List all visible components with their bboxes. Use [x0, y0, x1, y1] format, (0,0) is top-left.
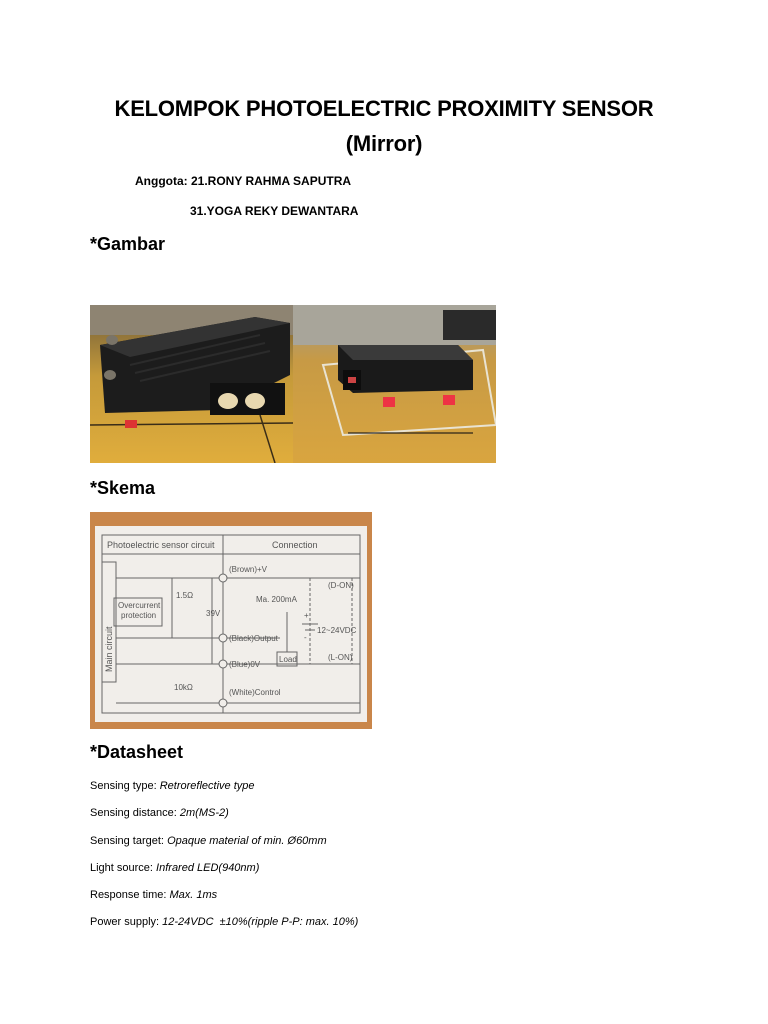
schema-black: (Black)Output [229, 634, 278, 643]
schema-r2: 10kΩ [174, 683, 193, 692]
schema-main-circuit: Main circuit [104, 626, 114, 672]
spec-value: 12-24VDC ±10%(ripple P-P: max. 10%) [162, 916, 359, 928]
spec-sensing-distance [90, 807, 229, 819]
members-label: Anggota: [135, 174, 188, 188]
spec-sensing-type [90, 780, 254, 792]
spec-label: Light source: [90, 862, 153, 874]
schema-header-left: Photoelectric sensor circuit [107, 540, 215, 550]
spec-value: Opaque material of min. Ø60mm [167, 835, 327, 847]
sensor-photo-front [90, 305, 293, 463]
member-2: 31.YOGA REKY DEWANTARA [190, 204, 359, 218]
schema-brown: (Brown)+V [229, 565, 268, 574]
schema-lon: (L-ON) [328, 653, 353, 662]
schema-minus: - [304, 633, 307, 642]
schema-overcurrent-2: protection [121, 611, 157, 620]
schema-supply: 12~24VDC [317, 626, 357, 635]
spec-label: Response time: [90, 889, 167, 901]
schema-overcurrent-1: Overcurrent [118, 601, 161, 610]
section-datasheet-heading: *Datasheet [90, 742, 184, 762]
spec-label: Sensing distance: [90, 807, 177, 819]
schema-r1: 1.5Ω [176, 591, 194, 600]
section-skema-heading: *Skema [90, 478, 156, 498]
schema-zener: 39V [206, 609, 221, 618]
document-title-line2: (Mirror) [345, 131, 423, 156]
spec-label: Sensing target: [90, 835, 164, 847]
schema-load: Load [279, 655, 297, 664]
schema-plus: + [304, 611, 309, 620]
schema-blue: (Blue)0V [229, 660, 261, 669]
members-line1 [135, 174, 351, 188]
spec-label: Power supply: [90, 916, 160, 928]
schema-max-current: Ma. 200mA [256, 595, 297, 604]
section-gambar-heading: *Gambar [90, 234, 166, 254]
schema-white: (White)Control [229, 688, 281, 697]
spec-response-time [90, 889, 217, 901]
circuit-schematic-image [90, 512, 372, 729]
sensor-photo-side [293, 305, 496, 463]
document-title-line1: KELOMPOK PHOTOELECTRIC PROXIMITY SENSOR [114, 96, 654, 121]
spec-value: Retroreflective type [159, 780, 255, 792]
schema-don: (D-ON) [328, 581, 354, 590]
spec-value: Max. 1ms [169, 889, 218, 901]
spec-label: Sensing type: [90, 780, 157, 792]
spec-value: Infrared LED(940nm) [156, 862, 260, 874]
spec-value: 2m(MS-2) [179, 807, 229, 819]
spec-light-source [90, 862, 259, 874]
member-1: 21.RONY RAHMA SAPUTRA [191, 174, 352, 188]
spec-sensing-target [90, 835, 327, 847]
spec-power-supply [90, 916, 358, 928]
schema-header-right: Connection [272, 540, 318, 550]
